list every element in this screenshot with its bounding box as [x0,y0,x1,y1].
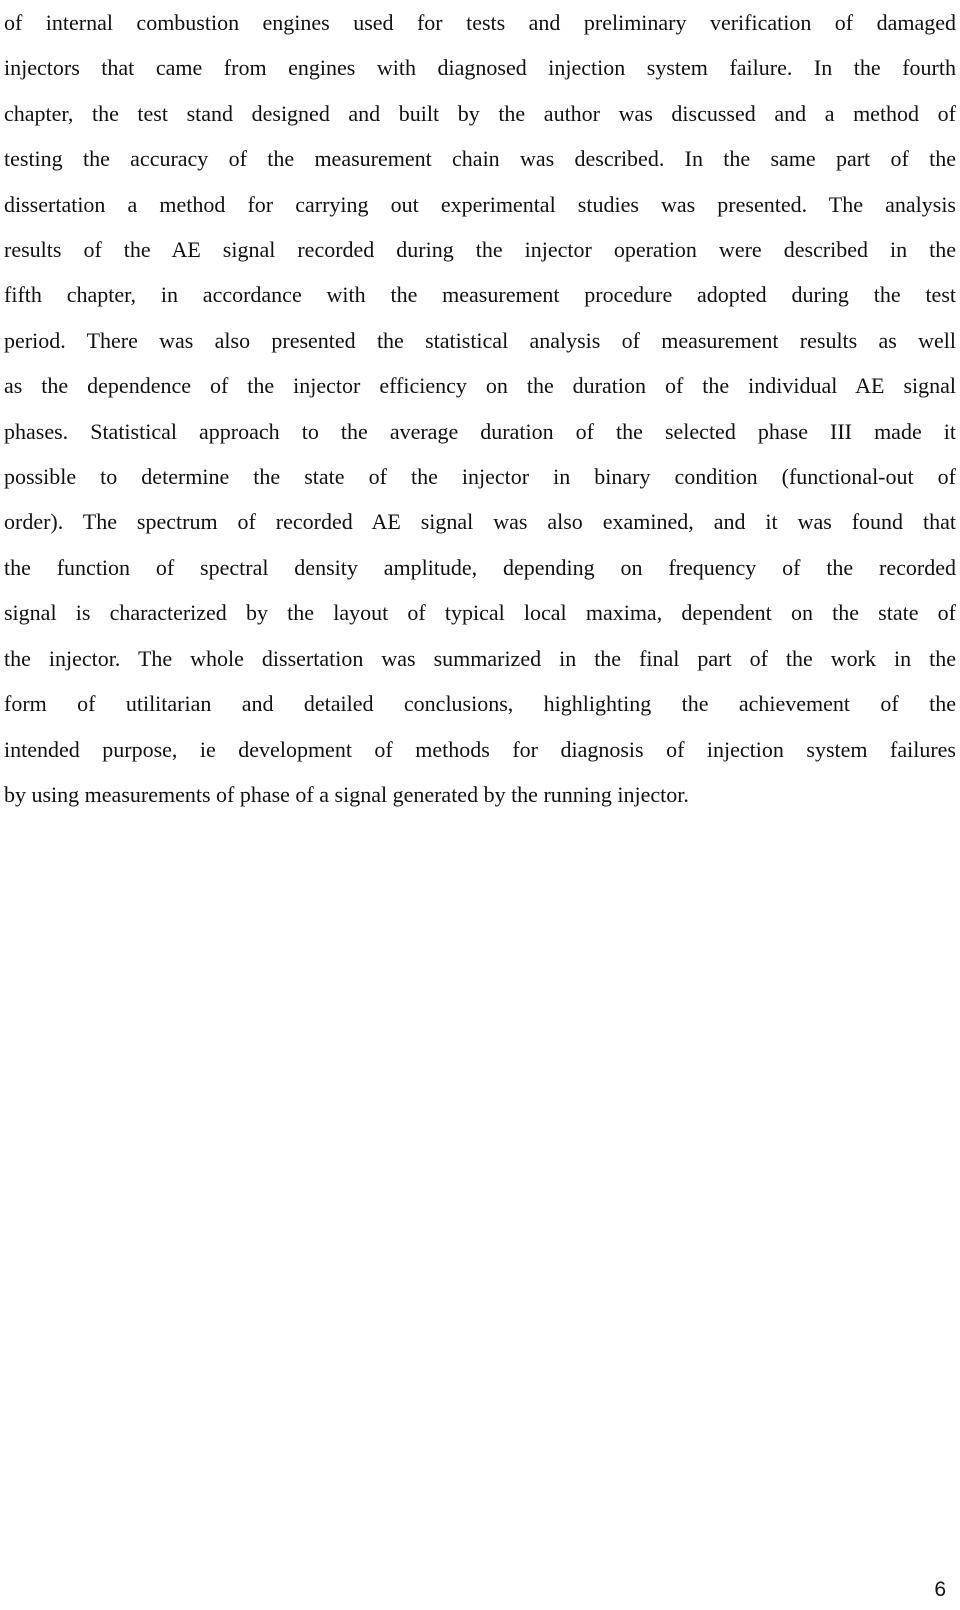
text-line: order). The spectrum of recorded AE signal was also examined, and it was found that [4,509,956,535]
text-line: testing the accuracy of the measurement chain was described. In the same part of the [4,146,956,172]
text-line: phases. Statistical approach to the average duration of the selected phase III made it [4,418,956,444]
body-paragraph [4,0,956,817]
text-line: intended purpose, ie development of methods for diagnosis of injection system failures [4,736,956,762]
text-line: of internal combustion engines used for tests and preliminary verification of damaged [4,10,956,35]
text-line: the injector. The whole dissertation was summarized in the final part of the work in the [4,645,956,671]
text-line: form of utilitarian and detailed conclusions, highlighting the achievement of the [4,691,956,717]
text-line: the function of spectral density amplitude, depending on frequency of the recorded [4,554,956,580]
text-line: possible to determine the state of the injector in binary condition (functional-out of [4,464,956,490]
page-number: 6 [934,1578,946,1601]
text-line: fifth chapter, in accordance with the measurement procedure adopted during the test [4,282,956,308]
text-line: period. There was also presented the statistical analysis of measurement results as well [4,327,956,353]
text-line: signal is characterized by the layout of typical local maxima, dependent on the state of [4,600,956,626]
text-line: injectors that came from engines with diagnosed injection system failure. In the fourth [4,55,956,81]
text-line: dissertation a method for carrying out experimental studies was presented. The analysis [4,191,956,217]
text-line-last: by using measurements of phase of a signal generated by the running injector. [4,781,689,807]
text-line: chapter, the test stand designed and built by the author was discussed and a method of [4,100,956,126]
text-line: as the dependence of the injector efficiency on the duration of the individual AE signal [4,373,956,399]
text-line: results of the AE signal recorded during the injector operation were described in the [4,237,956,263]
